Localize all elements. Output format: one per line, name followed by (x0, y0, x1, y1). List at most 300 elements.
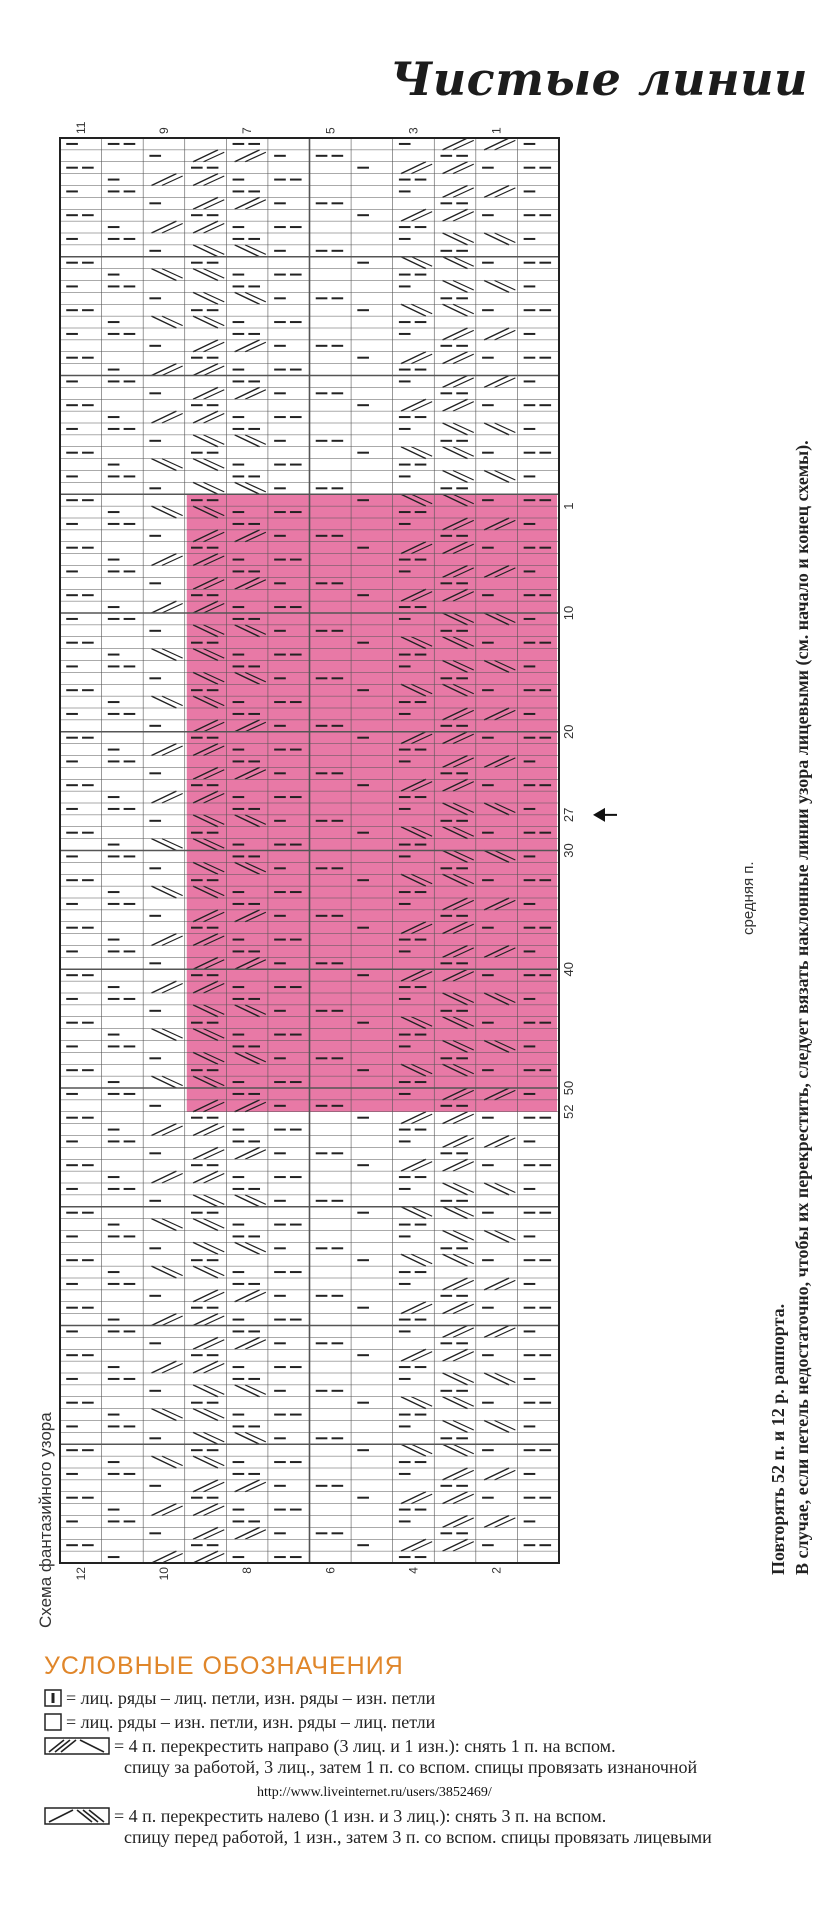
cross-stroke (453, 1183, 474, 1193)
grid-lines (60, 138, 559, 1563)
cross-stroke (411, 1114, 432, 1124)
cross-stroke (453, 233, 474, 243)
cross-stroke (443, 162, 468, 174)
cross-stroke (401, 1159, 426, 1171)
cross-stroke (495, 1138, 516, 1148)
cross-stroke (401, 1112, 426, 1124)
cross-stroke (453, 1280, 474, 1290)
cross-right-icon (44, 1737, 110, 1755)
cross-stroke (443, 257, 468, 269)
cross-stroke (443, 471, 468, 483)
legend-item-purl (44, 1712, 435, 1733)
cross-stroke (193, 316, 218, 328)
middle-stitch-arrow-icon (593, 808, 605, 822)
cross-stroke (235, 1195, 260, 1207)
cross-stroke (484, 423, 509, 435)
cross-stroke (193, 1480, 218, 1492)
cross-stroke (443, 138, 468, 150)
legend-text: = 4 п. перекрестить налево (1 изн. и 3 лиц.): снять 3 п. на вспом. (114, 1806, 607, 1826)
cross-stroke (193, 1409, 218, 1421)
cross-stroke (193, 1290, 218, 1302)
cross-stroke (162, 1126, 183, 1136)
cross-stroke (193, 174, 218, 186)
row-number-bottom: 12 (73, 1567, 88, 1581)
cross-stroke (203, 1174, 224, 1184)
cross-stroke (495, 1280, 516, 1290)
cross-stroke (401, 1444, 426, 1456)
cross-stroke (245, 1482, 266, 1492)
cross-stroke (235, 197, 260, 209)
cross-stroke (235, 150, 260, 162)
chart-caption: Схема фантазийного узора (36, 1412, 55, 1628)
cross-stroke (411, 447, 432, 457)
cross-stroke (162, 696, 183, 706)
row-number-top: 9 (156, 127, 171, 134)
cross-stroke (203, 366, 224, 376)
row-number-top: 1 (489, 127, 504, 134)
cross-stroke (443, 1112, 468, 1124)
cross-stroke (151, 411, 176, 423)
row-number-top: 11 (73, 121, 88, 134)
cross-stroke (162, 316, 183, 326)
cross-stroke (495, 1421, 516, 1431)
cross-stroke (245, 1242, 266, 1252)
cross-stroke (245, 482, 266, 492)
cross-stroke (245, 1195, 266, 1205)
cross-stroke (235, 482, 260, 494)
cross-stroke (443, 1326, 468, 1338)
stitch-number-label: 27 (561, 807, 576, 823)
cross-stroke (411, 1304, 432, 1314)
cross-stroke (193, 269, 218, 281)
cross-stroke (193, 150, 218, 162)
cross-stroke (203, 1530, 224, 1540)
cross-stroke (151, 1171, 176, 1183)
crossing-note: В случае, если петель недостаточно, чтобы их перекрестить, следует вязать наклонные линии узора лицевыми (см. начало и конец схемы). (792, 440, 812, 1575)
cross-stroke (401, 1207, 426, 1219)
cross-stroke (151, 934, 176, 946)
stitch-number-label: 40 (561, 962, 576, 977)
cross-stroke (245, 1292, 266, 1302)
cross-stroke (162, 839, 183, 849)
cross-stroke (453, 378, 474, 388)
cross-stroke (443, 1278, 468, 1290)
cross-stroke (245, 1340, 266, 1350)
cross-stroke (453, 330, 474, 340)
cross-stroke (203, 1316, 224, 1326)
cross-stroke (453, 1304, 474, 1314)
cross-stroke (443, 1136, 468, 1148)
cross-stroke (162, 1456, 183, 1466)
cross-stroke (401, 352, 426, 364)
cross-stroke (193, 340, 218, 352)
cross-stroke (401, 1302, 426, 1314)
cross-stroke (151, 221, 176, 233)
cross-stroke (443, 1468, 468, 1480)
cross-stroke (495, 188, 516, 198)
cross-stroke (193, 411, 218, 423)
cross-stroke (203, 390, 224, 400)
cross-stroke (203, 459, 224, 469)
cross-stroke (245, 200, 266, 210)
cross-stroke (203, 1219, 224, 1229)
cross-stroke (495, 330, 516, 340)
cross-stroke (235, 1290, 260, 1302)
cross-stroke (443, 1397, 468, 1409)
stitch-number-label: 52 (561, 1104, 576, 1119)
row-number-top: 3 (406, 127, 421, 134)
cross-stroke (193, 1314, 218, 1326)
cross-stroke (443, 447, 468, 459)
cross-stroke (203, 176, 224, 186)
row-number-top: 5 (323, 127, 338, 134)
cross-stroke (443, 1421, 468, 1433)
cross-stroke (401, 257, 426, 269)
cross-stroke (235, 1242, 260, 1254)
cross-stroke (443, 304, 468, 316)
cross-stroke (443, 1183, 468, 1195)
cross-stroke (453, 1162, 474, 1172)
cross-stroke (235, 1480, 260, 1492)
cross-stroke (193, 1456, 218, 1468)
cross-stroke (235, 340, 260, 352)
cross-stroke (193, 1432, 218, 1444)
cross-stroke (453, 402, 474, 412)
cross-stroke (495, 140, 516, 150)
cross-stroke (151, 1124, 176, 1136)
cross-stroke (453, 1352, 474, 1362)
cross-stroke (203, 1506, 224, 1516)
cross-stroke (151, 981, 176, 993)
cross-stroke (401, 1492, 426, 1504)
cross-stroke (203, 414, 224, 424)
cross-stroke (203, 342, 224, 352)
cross-stroke (151, 269, 176, 281)
cross-stroke (162, 459, 183, 469)
stitch-number-label: 10 (561, 605, 576, 621)
cross-stroke (443, 1539, 468, 1551)
cross-stroke (443, 1516, 468, 1528)
cross-stroke (443, 1231, 468, 1243)
cross-stroke (401, 1254, 426, 1266)
cross-stroke (443, 209, 468, 221)
cross-stroke (193, 1171, 218, 1183)
cross-stroke (151, 1219, 176, 1231)
cross-stroke (453, 1444, 474, 1454)
cross-stroke (162, 506, 183, 516)
cross-stroke (151, 506, 176, 518)
legend-item-cross-left (44, 1806, 712, 1848)
cross-stroke (245, 1432, 266, 1442)
cross-stroke (151, 649, 176, 661)
cross-stroke (151, 459, 176, 471)
cross-stroke (203, 224, 224, 234)
cross-stroke (453, 1328, 474, 1338)
cross-stroke (245, 152, 266, 162)
middle-stitch-label: средняя п. (740, 861, 757, 935)
cross-stroke (203, 1126, 224, 1136)
cross-stroke (151, 1314, 176, 1326)
cross-stroke (151, 839, 176, 851)
cross-stroke (203, 152, 224, 162)
cross-stroke (151, 316, 176, 328)
cross-stroke (151, 791, 176, 803)
cross-stroke (495, 1183, 516, 1193)
cross-stroke (162, 1554, 183, 1564)
knit-symbol-icon (44, 1689, 62, 1707)
cross-stroke (453, 304, 474, 314)
cross-stroke (162, 604, 183, 614)
cross-stroke (495, 1470, 516, 1480)
cross-stroke (162, 746, 183, 756)
chart-grid (60, 121, 700, 1581)
cross-stroke (193, 1242, 218, 1254)
row-number-bottom: 6 (323, 1567, 338, 1574)
cross-stroke (235, 1527, 260, 1539)
cross-stroke (162, 1266, 183, 1276)
cross-stroke (411, 1254, 432, 1264)
cross-stroke (443, 233, 468, 245)
cross-stroke (151, 886, 176, 898)
cross-stroke (193, 221, 218, 233)
empty-cell-icon (44, 1713, 62, 1731)
cross-stroke (484, 1326, 509, 1338)
cross-stroke (162, 649, 183, 659)
cross-stroke (443, 281, 468, 293)
row-number-bottom: 8 (240, 1567, 255, 1574)
cross-stroke (411, 1397, 432, 1407)
cross-stroke (162, 1174, 183, 1184)
cross-stroke (453, 1542, 474, 1552)
cross-stroke (151, 1361, 176, 1373)
cross-stroke (151, 1504, 176, 1516)
cross-stroke (484, 1231, 509, 1243)
cross-stroke (162, 176, 183, 186)
cross-stroke (151, 1029, 176, 1041)
page-title: Чистые линии (390, 52, 808, 106)
cross-stroke (453, 1207, 474, 1217)
cross-stroke (193, 1266, 218, 1278)
cross-stroke (411, 1162, 432, 1172)
cross-stroke (162, 1409, 183, 1419)
cross-stroke (453, 164, 474, 174)
cross-stroke (495, 471, 516, 481)
row-number-top: 7 (240, 127, 255, 134)
cross-stroke (245, 1530, 266, 1540)
cross-stroke (151, 1266, 176, 1278)
legend-text-continued: спицу перед работой, 1 изн., затем 3 п. со вспом. спицы провязать лицевыми (124, 1827, 712, 1847)
cross-stroke (453, 140, 474, 150)
cross-stroke (162, 556, 183, 566)
cross-stroke (411, 1444, 432, 1454)
cross-stroke (453, 1138, 474, 1148)
cross-stroke (193, 1124, 218, 1136)
legend-item-knit (44, 1688, 435, 1709)
cross-stroke (203, 435, 224, 445)
cross-stroke (203, 1554, 224, 1564)
cross-stroke (453, 257, 474, 267)
cross-stroke (484, 1421, 509, 1433)
cross-stroke (484, 376, 509, 388)
cross-stroke (443, 1349, 468, 1361)
cross-stroke (203, 1364, 224, 1374)
cross-stroke (235, 245, 260, 257)
cross-stroke (203, 1242, 224, 1252)
cross-stroke (443, 423, 468, 435)
repeat-note: Повторять 52 п. и 12 р. раппорта. (768, 1303, 788, 1575)
cross-stroke (484, 1373, 509, 1385)
cross-stroke (453, 1397, 474, 1407)
cross-stroke (453, 1470, 474, 1480)
row-number-bottom: 4 (406, 1567, 421, 1574)
cross-stroke (162, 1506, 183, 1516)
cross-stroke (203, 200, 224, 210)
cross-stroke (235, 435, 260, 447)
cross-stroke (443, 328, 468, 340)
cross-stroke (162, 1076, 183, 1086)
cross-stroke (203, 1385, 224, 1395)
cross-stroke (235, 1147, 260, 1159)
cross-stroke (411, 304, 432, 314)
legend-text-continued: спицу за работой, 3 лиц., затем 1 п. со вспом. спицы провязать изнаночной (124, 1757, 698, 1777)
cross-stroke (235, 1337, 260, 1349)
cross-stroke (484, 1468, 509, 1480)
cross-stroke (401, 209, 426, 221)
cross-stroke (193, 197, 218, 209)
cross-stroke (453, 1231, 474, 1241)
cross-stroke (151, 1551, 176, 1563)
cross-stroke (453, 1518, 474, 1528)
cross-stroke (193, 1219, 218, 1231)
cross-stroke (484, 186, 509, 198)
cross-stroke (453, 471, 474, 481)
cross-stroke (235, 292, 260, 304)
cross-stroke (411, 1352, 432, 1362)
cross-stroke (203, 269, 224, 279)
cross-stroke (203, 1292, 224, 1302)
cross-stroke (193, 1527, 218, 1539)
cross-stroke (495, 1518, 516, 1528)
cross-stroke (411, 402, 432, 412)
cross-stroke (203, 1266, 224, 1276)
cross-stroke (401, 1539, 426, 1551)
cross-stroke (235, 1385, 260, 1397)
cross-stroke (484, 1516, 509, 1528)
cross-stroke (245, 1385, 266, 1395)
cross-stroke (484, 1136, 509, 1148)
cross-stroke (484, 328, 509, 340)
cross-left-icon (44, 1807, 110, 1825)
cross-stroke (443, 399, 468, 411)
cross-stroke (203, 1340, 224, 1350)
cross-stroke (162, 1219, 183, 1229)
cross-stroke (203, 1482, 224, 1492)
cross-stroke (245, 390, 266, 400)
cross-stroke (193, 1504, 218, 1516)
cross-stroke (484, 281, 509, 293)
cross-stroke (411, 354, 432, 364)
cross-stroke (484, 233, 509, 245)
cross-stroke (453, 423, 474, 433)
cross-stroke (495, 423, 516, 433)
cross-stroke (162, 794, 183, 804)
cross-stroke (162, 1364, 183, 1374)
cross-stroke (401, 162, 426, 174)
cross-stroke (162, 366, 183, 376)
legend-text: = 4 п. перекрестить направо (3 лиц. и 1 изн.): снять 1 п. на вспом. (114, 1736, 616, 1756)
cross-stroke (151, 1076, 176, 1088)
cross-stroke (193, 387, 218, 399)
cross-stroke (443, 1207, 468, 1219)
cross-stroke (151, 601, 176, 613)
cross-stroke (401, 399, 426, 411)
cross-stroke (193, 1551, 218, 1563)
cross-stroke (193, 1195, 218, 1207)
cross-stroke (245, 1150, 266, 1160)
cross-stroke (495, 1328, 516, 1338)
cross-stroke (453, 354, 474, 364)
cross-stroke (162, 414, 183, 424)
cross-stroke (411, 1207, 432, 1217)
cross-stroke (162, 269, 183, 279)
cross-stroke (453, 1421, 474, 1431)
cross-stroke (245, 435, 266, 445)
cross-stroke (203, 1432, 224, 1442)
cross-stroke (443, 1492, 468, 1504)
cross-stroke (443, 1159, 468, 1171)
stitch-number-label: 30 (561, 843, 576, 858)
knitting-chart (60, 121, 700, 1581)
cross-stroke (443, 352, 468, 364)
cross-stroke (401, 1397, 426, 1409)
legend-item-cross-right (44, 1736, 697, 1778)
cross-stroke (203, 1456, 224, 1466)
legend-title: УСЛОВНЫЕ ОБОЗНАЧЕНИЯ (44, 1652, 404, 1680)
cross-stroke (193, 1147, 218, 1159)
cross-stroke (203, 1195, 224, 1205)
cross-stroke (193, 1337, 218, 1349)
cross-stroke (193, 482, 218, 494)
cross-stroke (203, 482, 224, 492)
cross-stroke (193, 1385, 218, 1397)
cross-stroke (193, 1361, 218, 1373)
cross-stroke (245, 342, 266, 352)
cross-stroke (401, 304, 426, 316)
cross-stroke (401, 1349, 426, 1361)
cross-stroke (245, 292, 266, 302)
cross-stroke (162, 1316, 183, 1326)
cross-stroke (401, 447, 426, 459)
cross-stroke (495, 378, 516, 388)
cross-stroke (484, 471, 509, 483)
cross-stroke (151, 174, 176, 186)
cross-stroke (193, 292, 218, 304)
cross-stroke (203, 292, 224, 302)
cross-stroke (162, 886, 183, 896)
cross-stroke (411, 164, 432, 174)
cross-stroke (453, 281, 474, 291)
cross-stroke (443, 1302, 468, 1314)
cross-stroke (411, 1542, 432, 1552)
cross-stroke (193, 245, 218, 257)
cross-stroke (443, 1444, 468, 1456)
cross-stroke (484, 1183, 509, 1195)
cross-stroke (193, 459, 218, 471)
cross-stroke (151, 554, 176, 566)
cross-stroke (151, 696, 176, 708)
cross-stroke (151, 744, 176, 756)
cross-stroke (151, 1456, 176, 1468)
